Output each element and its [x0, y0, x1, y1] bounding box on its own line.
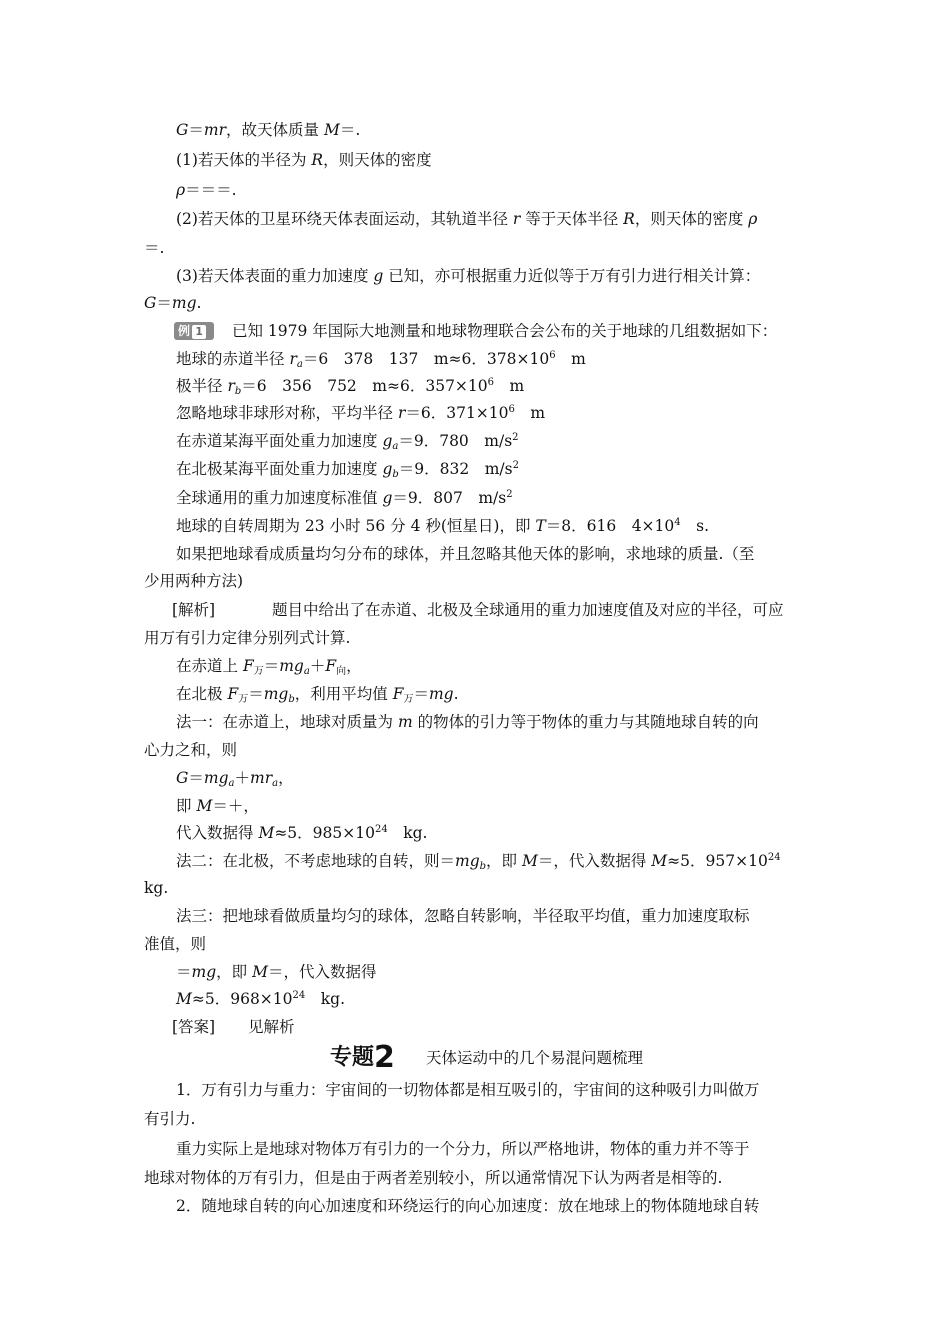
- text-line: [0, 708, 950, 736]
- symbol: r: [227, 377, 235, 395]
- symbol: R: [623, 210, 635, 228]
- text: ，: [278, 769, 294, 787]
- text: 地球的自转周期为 23 小时 56 分 4 秒(恒星日)，即: [176, 517, 536, 535]
- text: 用万有引力定律分别列式计算.: [144, 629, 351, 647]
- text-line: [0, 792, 950, 820]
- text: m: [514, 404, 546, 422]
- text-line: [0, 958, 950, 986]
- symbol: mr: [203, 121, 227, 139]
- symbol: mg: [428, 685, 454, 703]
- text: ＝6 356 752 m≈6．357×10: [241, 377, 488, 395]
- text: 有引力.: [144, 1110, 196, 1128]
- topic-word: 专题: [330, 1045, 375, 1070]
- text: 忽略地球非球形对称，平均半径: [176, 404, 398, 422]
- superscript: 24: [374, 824, 388, 835]
- symbol: g: [382, 432, 393, 450]
- text: ＝: [188, 121, 204, 139]
- text-line: [0, 205, 950, 233]
- symbol: G: [176, 769, 189, 787]
- symbol: g: [278, 685, 289, 703]
- text: ，即: [486, 852, 522, 870]
- text: 心力之和，则: [144, 741, 238, 759]
- symbol: mr: [250, 769, 273, 787]
- text: 法三：把地球看做质量均匀的球体，忽略自转影响，半径取平均值，重力加速度取标: [176, 907, 750, 925]
- text: ≈5．957×10: [667, 852, 768, 870]
- subscript: 向: [336, 666, 347, 677]
- symbol: ρ: [748, 210, 758, 228]
- text: 等于天体半径: [520, 210, 624, 228]
- text: 法二：在北极，不考虑地球的自转，则＝: [176, 852, 456, 870]
- topic-heading: [0, 1040, 950, 1076]
- symbol: g: [382, 489, 393, 507]
- symbol: M: [196, 797, 213, 815]
- superscript: 6: [549, 350, 556, 361]
- text-line: [0, 1164, 950, 1192]
- text: 代入数据得: [176, 824, 259, 842]
- badge-word: 例: [178, 324, 191, 338]
- subscript: b: [288, 694, 295, 705]
- text: 的物体的引力等于物体的重力与其随地球自转的向: [412, 713, 759, 731]
- text: (1)若天体的半径为: [176, 151, 312, 169]
- text: kg.: [305, 990, 346, 1008]
- text: 在赤道某海平面处重力加速度: [176, 432, 383, 450]
- symbol: M: [651, 852, 668, 870]
- text: 1．万有引力与重力：宇宙间的一切物体都是相互吸引的，宇宙间的这种吸引力叫做万: [176, 1081, 760, 1099]
- symbol: r: [397, 404, 406, 422]
- text: ＝: [248, 685, 264, 703]
- text: .: [196, 294, 202, 312]
- symbol: F: [325, 657, 337, 675]
- text: 题目中给出了在赤道、北极及全球通用的重力加速度值及对应的半径，可应: [272, 601, 784, 619]
- symbol: m: [279, 657, 294, 675]
- analysis-label: [解析]: [172, 601, 216, 619]
- text: 在北极某海平面处重力加速度: [176, 460, 383, 478]
- text: ，利用平均值: [294, 685, 393, 703]
- text-line: [0, 399, 950, 427]
- text: ，则天体的密度: [634, 210, 749, 228]
- subscript: 万: [238, 694, 249, 705]
- text: 地球的赤道半径: [176, 350, 290, 368]
- subscript: a: [228, 778, 235, 789]
- symbol: F: [242, 657, 254, 675]
- topic-subtitle: 天体运动中的几个易混问题梳理: [426, 1049, 644, 1067]
- badge-number: 1: [192, 325, 206, 339]
- text: (3)若天体表面的重力加速度: [176, 267, 374, 285]
- symbol: F: [227, 685, 239, 703]
- symbol: R: [311, 151, 324, 169]
- text: m: [555, 350, 586, 368]
- text-line: [0, 930, 950, 958]
- text: 在赤道上: [176, 657, 243, 675]
- symbol: mg: [171, 294, 197, 312]
- text: ，: [346, 657, 362, 675]
- symbol: g: [382, 460, 393, 478]
- text-line: [0, 427, 950, 455]
- text: kg.: [144, 879, 169, 897]
- superscript: 24: [292, 990, 306, 1001]
- answer-label: [答案]: [172, 1018, 216, 1036]
- text: ＝: [156, 294, 172, 312]
- text: ≈5．985×10: [274, 824, 375, 842]
- text: ＝，代入数据得: [537, 852, 652, 870]
- subscript: a: [303, 666, 310, 677]
- text-line: [0, 540, 950, 568]
- text: ＝: [263, 657, 280, 675]
- subscript: a: [296, 359, 303, 370]
- symbol: M: [258, 824, 275, 842]
- text-line: [0, 176, 950, 204]
- subscript: b: [392, 469, 399, 480]
- text-line: [0, 146, 950, 174]
- text: ＝，代入数据得: [267, 963, 377, 981]
- subscript: a: [392, 441, 399, 452]
- symbol: ρ: [176, 181, 186, 199]
- text: .: [453, 685, 459, 703]
- superscript: 2: [512, 432, 519, 443]
- text-line: [0, 902, 950, 930]
- symbol: mg: [191, 963, 217, 981]
- text: ，则天体的密度: [323, 151, 432, 169]
- superscript: 4: [674, 517, 681, 528]
- example-badge: [174, 322, 214, 340]
- text: 法一：在赤道上，地球对质量为: [176, 713, 398, 731]
- text-line: [0, 1192, 950, 1220]
- text: ＝.: [144, 239, 165, 257]
- symbol: G: [144, 294, 157, 312]
- text: 2．随地球自转的向心加速度和环绕运行的向心加速度：放在地球上的物体随地球自转: [176, 1197, 760, 1215]
- symbol: g: [293, 657, 304, 675]
- symbol: m: [397, 713, 413, 731]
- example-text: 已知 1979 年国际大地测量和地球物理联合会公布的关于地球的几组数据如下：: [232, 322, 778, 340]
- symbol: M: [521, 852, 538, 870]
- text: ＝＝＝.: [185, 181, 237, 199]
- text-line: [0, 289, 950, 317]
- text-line: [0, 512, 950, 540]
- subscript: 万: [403, 694, 414, 705]
- text: kg.: [387, 824, 428, 842]
- text: 在北极: [176, 685, 228, 703]
- subscript: b: [234, 386, 242, 397]
- text-line: [0, 1076, 950, 1104]
- symbol: r: [289, 350, 297, 368]
- symbol: M: [252, 963, 268, 981]
- text-line: [0, 985, 950, 1013]
- superscript: 2: [506, 489, 513, 500]
- text-line: [0, 652, 950, 680]
- text: ＝8．616 4×10: [545, 517, 675, 535]
- text: 地球对物体的万有引力，但是由于两者差别较小，所以通常情况下认为两者是相等的.: [144, 1169, 723, 1187]
- text-line: [0, 345, 950, 373]
- topic-number: 2: [374, 1040, 395, 1075]
- text-line: [0, 234, 950, 262]
- text: ＝＋，: [212, 797, 259, 815]
- text-line: [0, 596, 950, 624]
- text: ＝6 378 137 m≈6．378×10: [302, 350, 550, 368]
- text-line: [0, 262, 950, 290]
- text-line: [0, 1013, 950, 1041]
- text: (2)若天体的卫星环绕天体表面运动，其轨道半径: [176, 210, 513, 228]
- text: 准值，则: [144, 935, 207, 953]
- text: m: [494, 377, 525, 395]
- text: 少用两种方法): [144, 572, 244, 590]
- subscript: 万: [253, 666, 264, 677]
- text: ＝9．780 m/s: [398, 432, 513, 450]
- text: 见解析: [248, 1018, 295, 1036]
- symbol: M: [323, 121, 340, 139]
- symbol: r: [512, 210, 521, 228]
- text-line: [0, 624, 950, 652]
- text-line: [0, 764, 950, 792]
- text: 重力实际上是地球对物体万有引力的一个分力，所以严格地讲，物体的重力并不等于: [176, 1140, 750, 1158]
- superscript: 24: [767, 852, 781, 863]
- text: ≈5．968×10: [191, 990, 293, 1008]
- text: ＝: [413, 685, 429, 703]
- symbol: g: [373, 267, 384, 285]
- text: 即: [176, 797, 197, 815]
- symbol: m: [263, 685, 279, 703]
- text: ＝: [188, 769, 204, 787]
- text-line: [0, 1105, 950, 1133]
- text-line: [0, 680, 950, 708]
- symbol: T: [535, 517, 546, 535]
- superscript: 2: [512, 460, 519, 471]
- text-line: [0, 819, 950, 847]
- text-line: [0, 455, 950, 483]
- text-line: [0, 847, 950, 875]
- text: ＝.: [339, 121, 361, 139]
- text: 已知，亦可根据重力近似等于万有引力进行相关计算：: [383, 267, 761, 285]
- text-line: [0, 736, 950, 764]
- text: ＝9．807 m/s: [392, 489, 507, 507]
- symbol: mg: [455, 852, 480, 870]
- text-line: [0, 567, 950, 595]
- superscript: 6: [487, 377, 495, 388]
- text-line: [0, 874, 950, 902]
- text-line: [0, 1135, 950, 1163]
- text: 全球通用的重力加速度标准值: [176, 489, 383, 507]
- text: s.: [680, 517, 710, 535]
- text-line: [0, 372, 950, 400]
- text: 如果把地球看成质量均匀分布的球体，并且忽略其他天体的影响，求地球的质量.（至: [176, 545, 755, 563]
- text: ＋: [234, 769, 251, 787]
- text: ＝6．371×10: [405, 404, 509, 422]
- text: ，故天体质量: [226, 121, 324, 139]
- text: ＝9．832 m/s: [398, 460, 513, 478]
- text-line: [0, 116, 950, 144]
- text: ，即: [216, 963, 253, 981]
- text: ＝: [176, 963, 192, 981]
- text-line: [0, 484, 950, 512]
- symbol: M: [176, 990, 192, 1008]
- text: 极半径: [176, 377, 228, 395]
- symbol: G: [176, 121, 189, 139]
- example-line: [0, 317, 950, 345]
- subscript: b: [479, 861, 487, 872]
- symbol: mg: [203, 769, 229, 787]
- superscript: 6: [508, 404, 515, 415]
- symbol: F: [392, 685, 404, 703]
- text: ＋: [309, 657, 326, 675]
- subscript: a: [272, 778, 279, 789]
